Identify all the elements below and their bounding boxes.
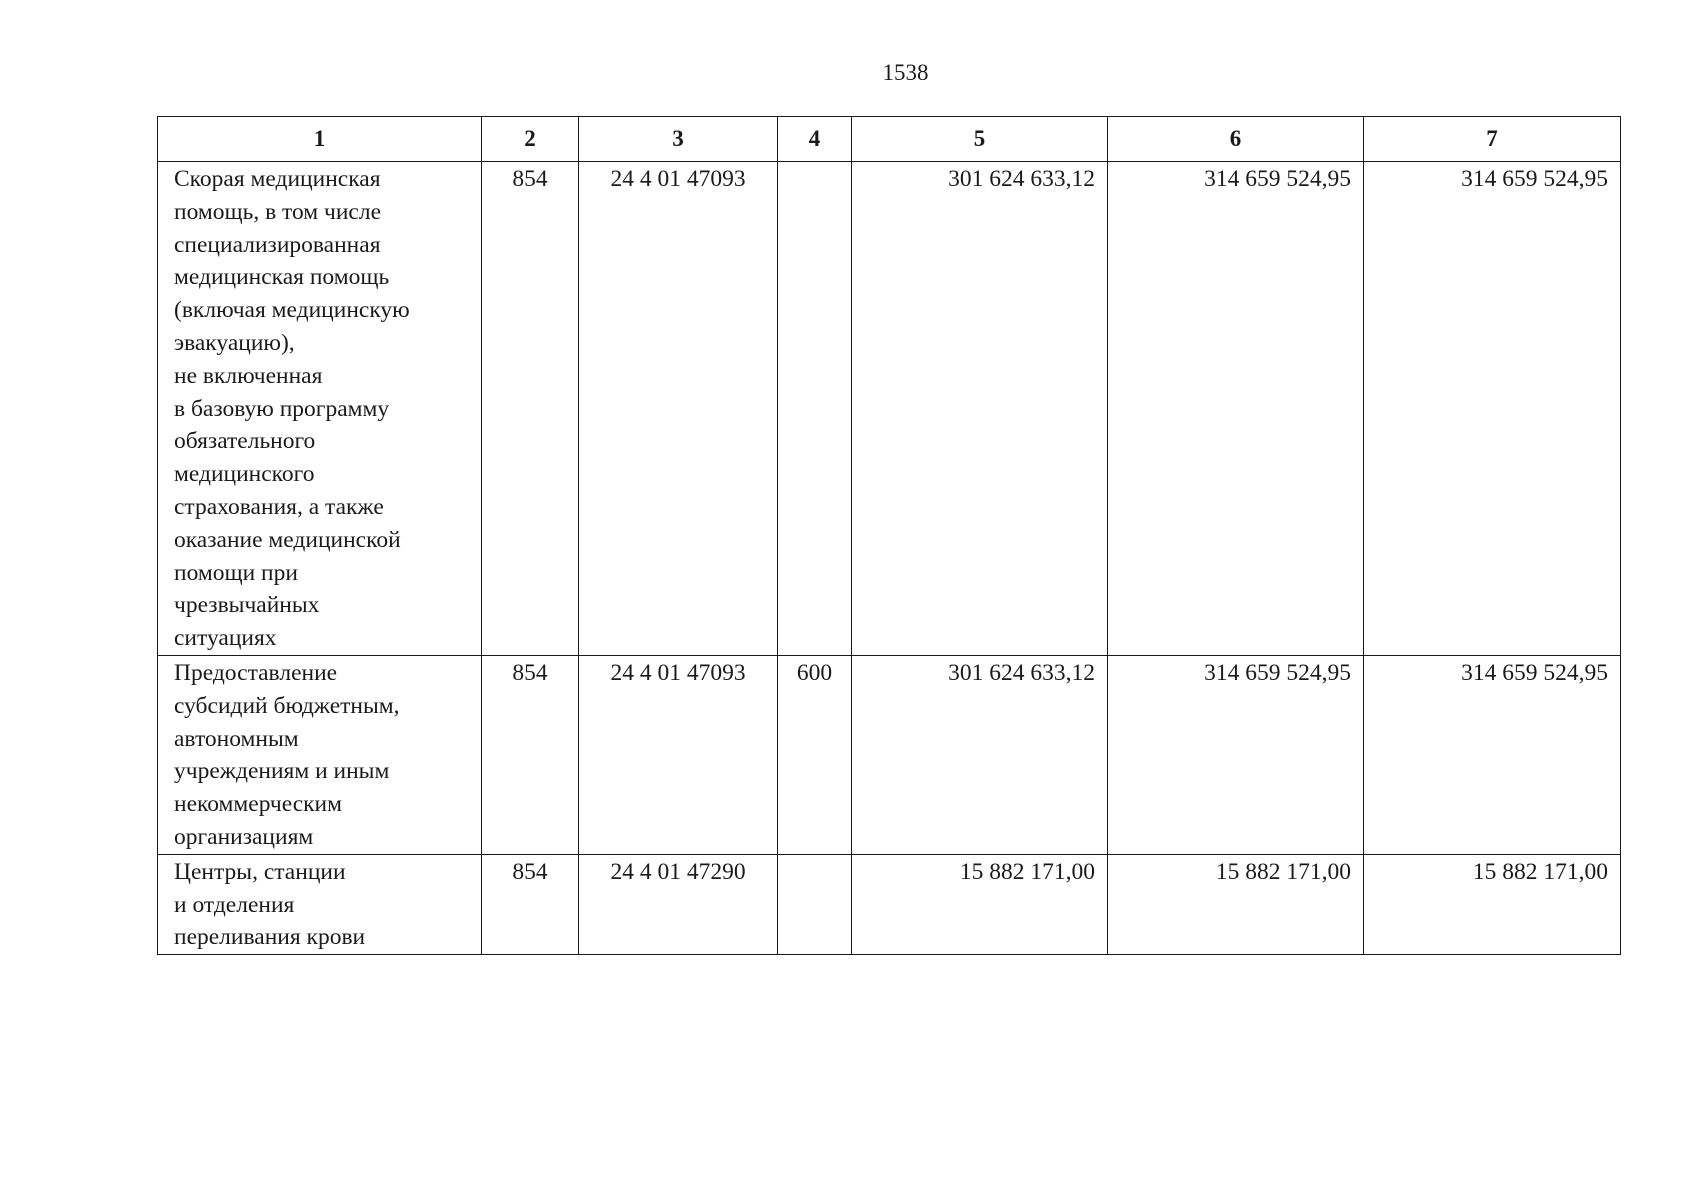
- target-article-cell: 24 4 01 47290: [579, 854, 778, 954]
- column-header-4: 4: [778, 117, 852, 162]
- row-name-line: Предоставление: [174, 659, 338, 686]
- page-number: 1538: [882, 60, 929, 85]
- header-row: [158, 117, 1621, 162]
- row-name-cell: [158, 162, 482, 656]
- column-header-2: 2: [482, 117, 579, 162]
- department-code-cell: 854: [482, 655, 579, 854]
- amount-column-5-cell: 301 624 633,12: [852, 162, 1108, 656]
- table-header: [158, 117, 1621, 162]
- amount-column-6-cell: 15 882 171,00: [1108, 854, 1364, 954]
- column-header-6: 6: [1108, 117, 1364, 162]
- target-article-cell: 24 4 01 47093: [579, 162, 778, 656]
- row-name-line: некоммерческим: [174, 791, 342, 818]
- amount-column-6-cell: 314 659 524,95: [1108, 655, 1364, 854]
- row-name-cell: [158, 854, 482, 954]
- row-name-line: помощь, в том числе: [174, 198, 382, 225]
- expense-kind-cell: 600: [778, 655, 852, 854]
- table-row: [158, 162, 1621, 656]
- row-name-line: чрезвычайных: [174, 592, 320, 619]
- column-header-3: 3: [579, 117, 778, 162]
- column-header-1: 1: [158, 117, 482, 162]
- column-header-5: 5: [852, 117, 1108, 162]
- table-body: [158, 162, 1621, 955]
- expense-kind-cell: [778, 854, 852, 954]
- department-code-cell: 854: [482, 854, 579, 954]
- table-row: [158, 854, 1621, 954]
- row-name-line: (включая медицинскую: [174, 297, 410, 324]
- column-header-7: 7: [1364, 117, 1621, 162]
- expense-kind-cell: [778, 162, 852, 656]
- row-name-line: страхования, а также: [174, 493, 384, 520]
- target-article-cell: 24 4 01 47093: [579, 655, 778, 854]
- row-name-line: оказание медицинской: [174, 526, 401, 553]
- amount-column-5-cell: 301 624 633,12: [852, 655, 1108, 854]
- row-name-cell: [158, 655, 482, 854]
- amount-column-6-cell: 314 659 524,95: [1108, 162, 1364, 656]
- department-code-cell: 854: [482, 162, 579, 656]
- row-name-line: автономным: [174, 725, 299, 752]
- row-name-line: медицинская помощь: [174, 264, 390, 291]
- row-name-line: организациям: [174, 823, 314, 850]
- row-name-line: медицинского: [174, 461, 315, 488]
- row-name-line: Центры, станции: [174, 858, 346, 885]
- amount-column-7-cell: 15 882 171,00: [1364, 854, 1621, 954]
- amount-column-5-cell: 15 882 171,00: [852, 854, 1108, 954]
- row-name-line: Скорая медицинская: [174, 166, 381, 192]
- row-name-line: ситуациях: [174, 625, 277, 652]
- table-row: [158, 655, 1621, 854]
- budget-table: [157, 116, 1621, 955]
- row-name-line: специализированная: [174, 231, 381, 258]
- row-name-line: переливания крови: [174, 924, 366, 951]
- row-name-line: субсидий бюджетным,: [174, 692, 400, 719]
- row-name-line: помощи при: [174, 559, 298, 586]
- amount-column-7-cell: 314 659 524,95: [1364, 655, 1621, 854]
- row-name-line: и отделения: [174, 891, 295, 918]
- row-name-line: обязательного: [174, 428, 316, 455]
- amount-column-7-cell: 314 659 524,95: [1364, 162, 1621, 656]
- row-name-line: эвакуацию),: [174, 329, 295, 356]
- row-name-line: не включенная: [174, 362, 323, 389]
- row-name-line: в базовую программу: [174, 395, 390, 422]
- row-name-line: учреждениям и иным: [174, 758, 390, 785]
